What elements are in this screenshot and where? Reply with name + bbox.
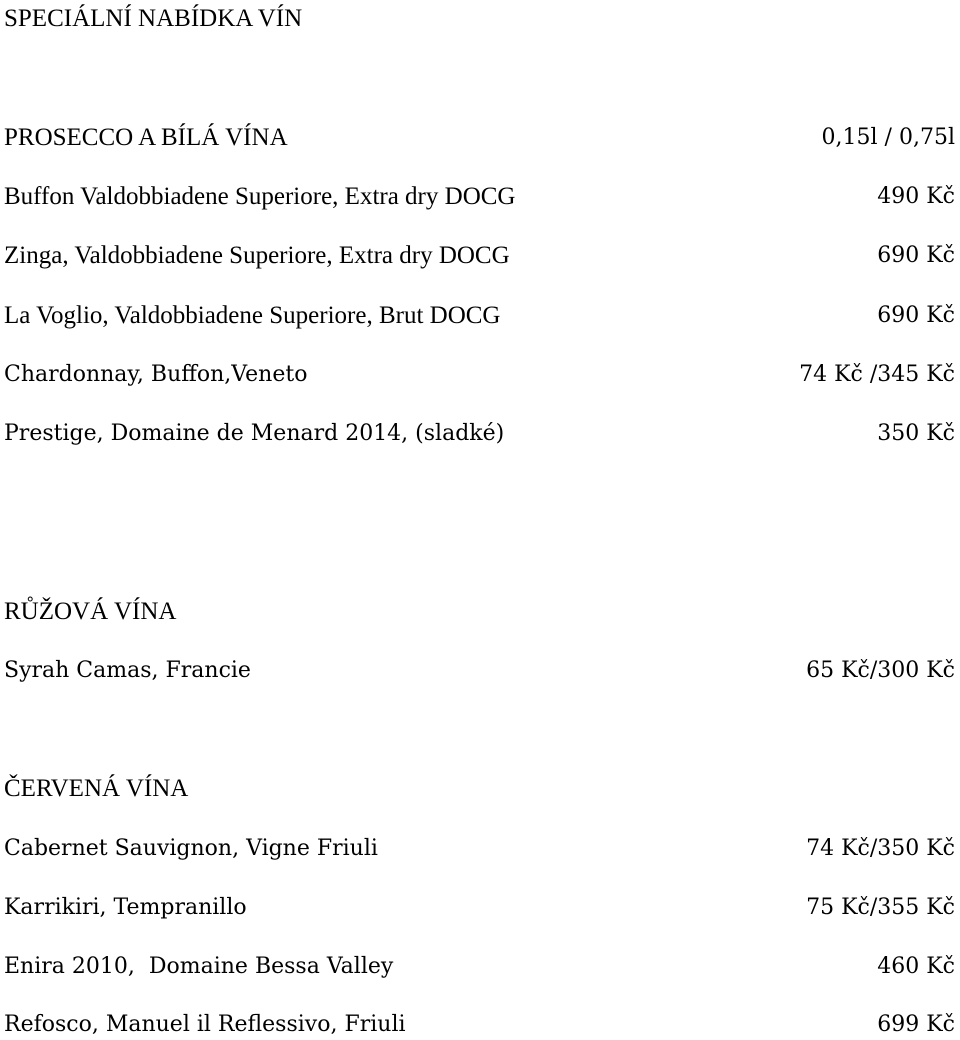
wine-name: Cabernet Sauvignon, Vigne Friuli (4, 836, 378, 861)
wine-name: Buffon Valdobbiadene Superiore, Extra dry DOCG (4, 183, 516, 210)
wine-price: 490 Kč (877, 184, 955, 209)
wine-name: Enira 2010, Domaine Bessa Valley (4, 954, 394, 979)
wine-price: 690 Kč (877, 303, 955, 328)
volume-label: 0,15l / 0,75l (821, 125, 955, 150)
wine-price: 460 Kč (877, 954, 955, 979)
wine-name: Karrikiri, Tempranillo (4, 895, 247, 920)
wine-row (4, 952, 955, 982)
wine-row (4, 241, 955, 271)
wine-price: 65 Kč/300 Kč (806, 658, 955, 683)
wine-name: Prestige, Domaine de Menard 2014, (sladké) (4, 421, 505, 446)
wine-row (4, 301, 955, 331)
wine-price: 350 Kč (877, 421, 955, 446)
page-title: SPECIÁLNÍ NABÍDKA VÍN (4, 5, 303, 32)
wine-price: 690 Kč (877, 243, 955, 268)
wine-name: Refosco, Manuel il Reflessivo, Friuli (4, 1012, 406, 1037)
wine-name: Zinga, Valdobbiadene Superiore, Extra dry DOCG (4, 242, 510, 269)
section-heading-red: ČERVENÁ VÍNA (4, 775, 189, 802)
wine-row (4, 419, 955, 449)
wine-name: La Voglio, Valdobbiadene Superiore, Brut DOCG (4, 302, 501, 329)
wine-name: Chardonnay, Buffon,Veneto (4, 362, 308, 387)
wine-row (4, 182, 955, 212)
wine-price: 74 Kč/350 Kč (806, 836, 955, 861)
wine-name: Syrah Camas, Francie (4, 658, 251, 683)
wine-row (4, 893, 955, 923)
wine-row (4, 656, 955, 686)
wine-price: 74 Kč /345 Kč (799, 362, 955, 387)
wine-row (4, 1010, 955, 1040)
section-heading-white: PROSECCO A BÍLÁ VÍNA (4, 124, 288, 151)
section-header-white (4, 123, 955, 153)
wine-row (4, 834, 955, 864)
section-heading-rose: RŮŽOVÁ VÍNA (4, 598, 177, 625)
wine-row (4, 360, 955, 390)
wine-price: 699 Kč (877, 1012, 955, 1037)
wine-price: 75 Kč/355 Kč (806, 895, 955, 920)
